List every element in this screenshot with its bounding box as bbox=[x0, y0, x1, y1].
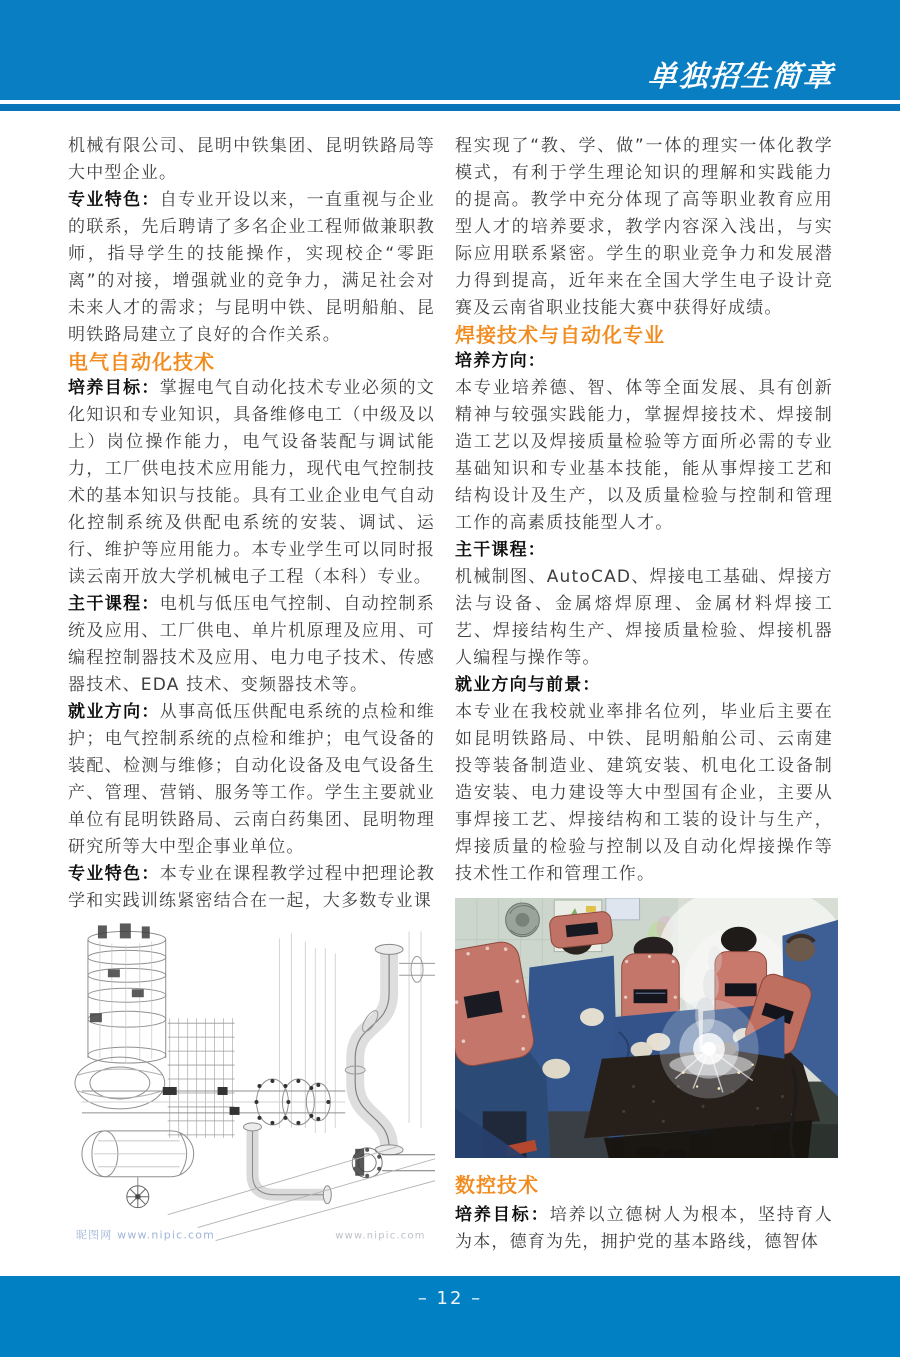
page-number: – 12 – bbox=[417, 1288, 483, 1309]
watermark-right: www.nipic.com bbox=[335, 1230, 426, 1242]
feature2-paragraph: 专业特色：本专业在课程教学过程中把理论教学和实践训练紧密结合在一起，大多数专业课 bbox=[68, 864, 436, 911]
continuation-paragraph: 程实现了“教、学、做”一体的理实一体化教学模式，有利于学生理论知识的理解和实践能力的提高。教学中充分体现了高等职业教育应用型人才的培养要求，教学内容深入浅出，与实际应用联系紧密。学生的职业竞争力和发展潜力得到提高，近年来在全国大学生电子设计竞赛及云南省职业技能大赛中获得好成绩。 bbox=[455, 136, 833, 318]
section-heading-cnc: 数控技术 bbox=[455, 1173, 539, 1197]
section-heading-electrical-automation: 电气自动化技术 bbox=[68, 350, 215, 374]
jobs-label: 就业方向： bbox=[68, 702, 160, 722]
goal-paragraph: 培养目标：掌握电气自动化技术专业必须的文化知识和专业知识，具备维修电工（中级及以上）岗位操作能力，电气设备装配与调试能力，工厂供电技术应用能力，现代电气控制技术的基本知识与技能。具有工业企业电气自动化控制系统及供配电系统的安装、调试、运行、维护等应用能力。本专业学生可以同时报读云南开放大学机械电子工程（本科）专业。 bbox=[68, 378, 436, 587]
intro-paragraph: 机械有限公司、昆明中铁集团、昆明铁路局等大中型企业。 bbox=[68, 136, 435, 183]
header-accent-line bbox=[0, 104, 900, 111]
cnc-goal-paragraph: 培养目标：培养以立德树人为根本，坚持育人为本，德育为先，拥护党的基本路线，德智体 bbox=[455, 1205, 834, 1252]
direction-paragraph: 本专业培养德、智、体等全面发展、具有创新精神与较强实践能力，掌握焊接技术、焊接制造工艺以及焊接质量检验等方面所必需的专业基础知识和专业基本技能，能从事焊接工艺和结构设计及生产，以及质量检验与控制和管理工作的高素质技能型人才。 bbox=[455, 378, 833, 533]
welding-class-photo bbox=[455, 898, 838, 1158]
left-column bbox=[68, 133, 435, 1247]
feature-label: 专业特色： bbox=[68, 190, 160, 210]
cnc-goal-label: 培养目标： bbox=[455, 1205, 550, 1225]
page-title: 单独招生简章 bbox=[646, 59, 836, 93]
wireframe-pipes-drawing bbox=[68, 923, 435, 1247]
feature2-label: 专业特色： bbox=[68, 864, 160, 884]
courses-paragraph-right: 机械制图、AutoCAD、焊接电工基础、焊接方法与设备、金属熔焊原理、金属材料焊接工艺、焊接结构生产、焊接质量检验、焊接机器人编程与操作等。 bbox=[455, 567, 833, 668]
direction-label: 培养方向： bbox=[455, 351, 546, 371]
jobs-label-right: 就业方向与前景： bbox=[455, 675, 601, 695]
header-bar bbox=[0, 0, 900, 100]
watermark-left: 昵图网 www.nipic.com bbox=[75, 1228, 216, 1242]
wireframe-cad-image bbox=[68, 923, 435, 1247]
goal-label: 培养目标： bbox=[68, 378, 160, 398]
feature-paragraph: 专业特色：自专业开设以来，一直重视与企业的联系，先后聘请了多名企业工程师做兼职教师，指导学生的技能操作，实现校企“零距离”的对接，增强就业的竞争力，满足社会对未来人才的需求；与昆明中铁、昆明船舶、昆明铁路局建立了良好的合作关系。 bbox=[68, 190, 436, 345]
courses-paragraph: 主干课程：电机与低压电气控制、自动控制系统及应用、工厂供电、单片机原理及应用、可编程控制器技术及应用、电力电子技术、传感器技术、EDA 技术、变频器技术等。 bbox=[68, 594, 436, 695]
section-heading-welding: 焊接技术与自动化专业 bbox=[455, 323, 665, 347]
footer-bar bbox=[0, 1276, 900, 1357]
right-column bbox=[455, 133, 833, 1256]
courses-label: 主干课程： bbox=[68, 594, 160, 614]
jobs-paragraph-right: 本专业在我校就业率排名位列，毕业后主要在如昆明铁路局、中铁、昆明船舶公司、云南建投等装备制造业、建筑安装、机电化工设备制造安装、电力建设等大中型国有企业，主要从事焊接工艺、焊接结构和工装的设计与生产，焊接质量的检验与控制以及自动化焊接操作等技术性工作和管理工作。 bbox=[455, 702, 833, 884]
courses-label-right: 主干课程： bbox=[455, 540, 546, 560]
jobs-paragraph: 就业方向：从事高低压供配电系统的点检和维护；电气控制系统的点检和维护；电气设备的装配、检测与维修；自动化设备及电气设备生产、管理、营销、服务等工作。学生主要就业单位有昆明铁路局、云南白药集团、昆明物理研究所等大中型企事业单位。 bbox=[68, 702, 436, 857]
welding-photo-illustration bbox=[455, 898, 838, 1158]
